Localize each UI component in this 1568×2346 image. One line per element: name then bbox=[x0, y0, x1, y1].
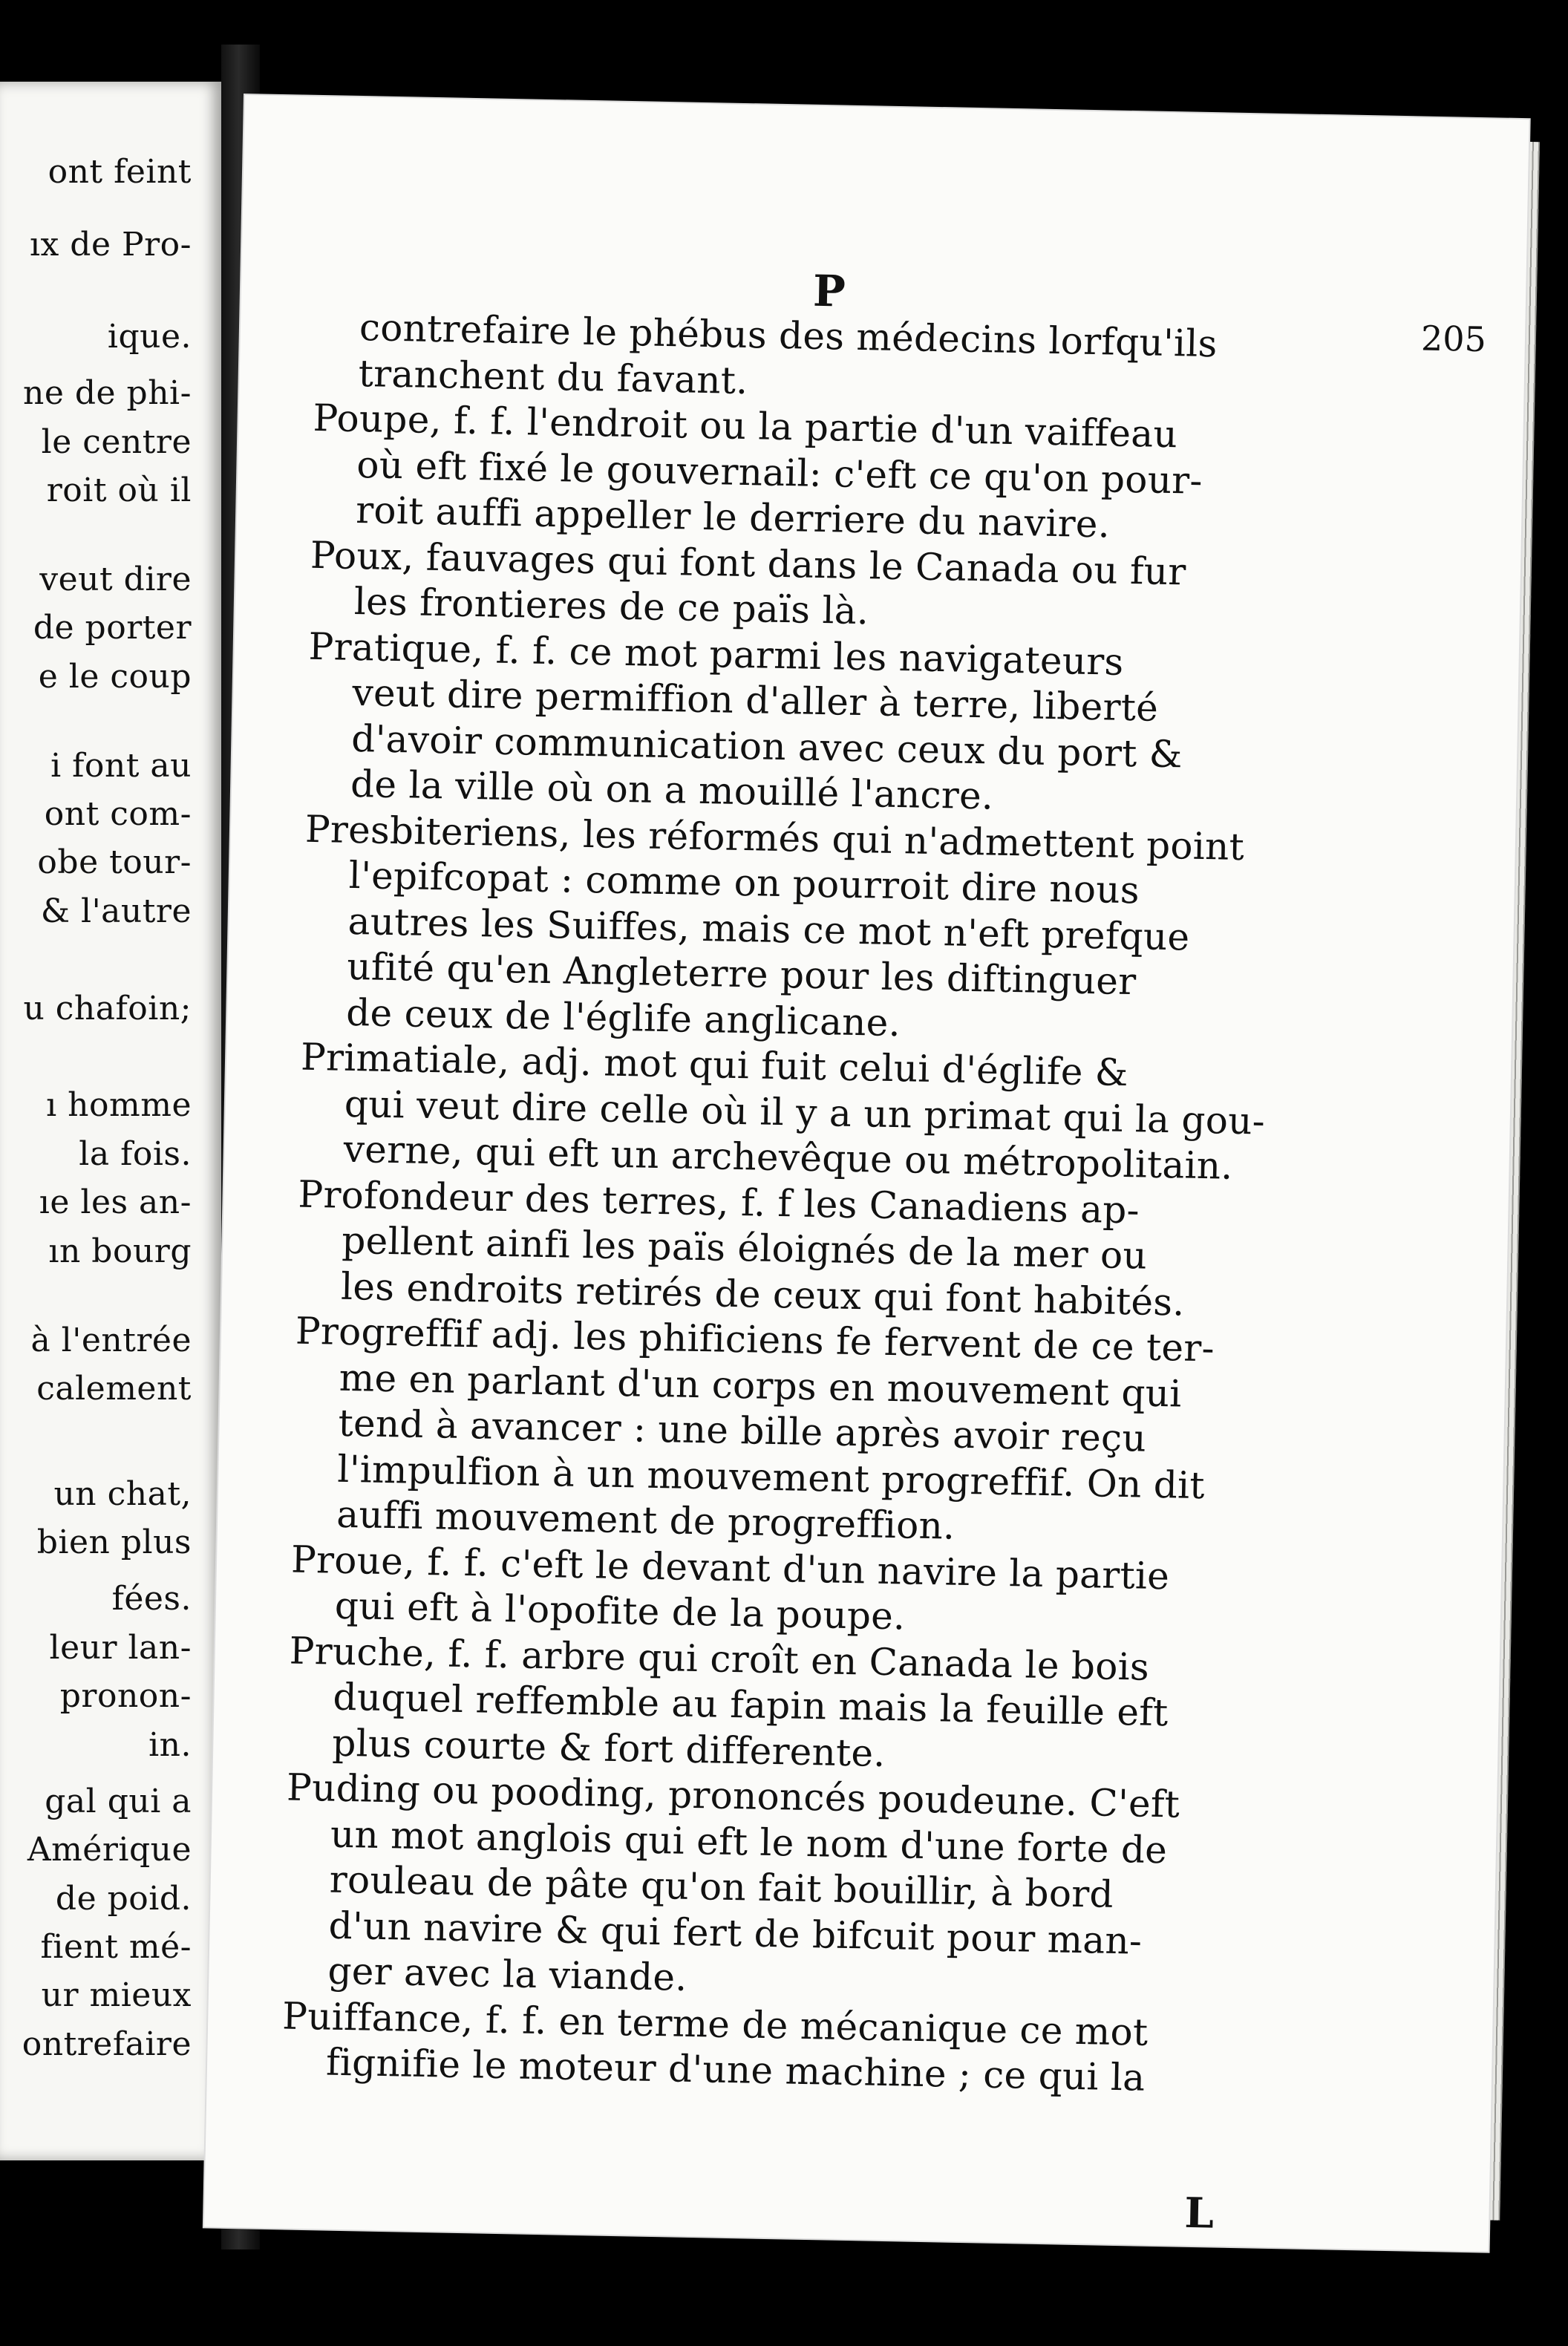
glossary-entry bbox=[292, 1309, 1469, 1560]
left-page-line: fient mé- bbox=[40, 1928, 192, 1966]
glossary-entry bbox=[287, 1628, 1463, 1788]
entry-headword-line: Pratique, f. f. ce mot parmi les navigateurs bbox=[308, 624, 1125, 684]
entry-line: plus courte & fort differente. bbox=[331, 1721, 886, 1775]
left-page-line: un chat, bbox=[53, 1474, 192, 1513]
left-page-line: ique. bbox=[107, 317, 192, 356]
left-page-line: ın bourg bbox=[48, 1232, 192, 1270]
entry-line: ufité qu'en Angleterre pour les diftinguer bbox=[346, 944, 1137, 1004]
left-page-line: le centre bbox=[41, 422, 192, 461]
left-page-line: ont feint bbox=[48, 152, 192, 191]
entry-line: ger avec la viande. bbox=[327, 1949, 688, 1999]
entry-headword-line: Primatiale, adj. mot qui fuit celui d'églife & bbox=[300, 1035, 1129, 1095]
left-page-line: u chafoin; bbox=[23, 989, 192, 1027]
entry-headword-line: Puding ou pooding, prononcés poudeune. C'eft bbox=[286, 1765, 1180, 1826]
left-page-line: ı homme bbox=[46, 1086, 192, 1125]
entry-line: veut dire permiffion d'aller à terre, liberté bbox=[352, 670, 1159, 730]
entry-line: qui eft à l'opofite de la poupe. bbox=[334, 1584, 906, 1638]
left-page-line: de poid. bbox=[55, 1879, 192, 1918]
left-page-line: à l'entrée bbox=[30, 1321, 192, 1359]
left-page-line: leur lan- bbox=[49, 1628, 192, 1667]
entry-line: l'impulfion à un mouvement progreffif. On dit bbox=[336, 1447, 1206, 1507]
entry-line: fignifie le moteur d'une machine ; ce qui la bbox=[325, 2040, 1146, 2100]
left-page-line: gal qui a bbox=[45, 1782, 192, 1820]
entry-line: verne, qui eft un archevêque ou métropolitain. bbox=[343, 1127, 1234, 1188]
entry-line: rouleau de pâte qu'on fait bouillir, à bord bbox=[329, 1857, 1114, 1916]
left-page-line: i font au bbox=[50, 746, 192, 785]
entry-line: tranchent du favant. bbox=[358, 351, 748, 402]
glossary-entries bbox=[281, 304, 1489, 2107]
entry-headword-line: Pruche, f. f. arbre qui croît en Canada le bois bbox=[289, 1629, 1150, 1689]
signature-mark: L bbox=[1183, 2188, 1215, 2238]
left-page-line: ne de phi- bbox=[23, 374, 192, 413]
left-page-line: la fois. bbox=[79, 1134, 192, 1173]
entry-line: où eft fixé le gouvernail: c'eft ce qu'on pour- bbox=[356, 442, 1203, 503]
entry-line: tend à avancer : une bille après avoir reçu bbox=[338, 1401, 1147, 1460]
entry-line: autres les Suiffes, mais ce mot n'eft prefque bbox=[347, 899, 1190, 959]
entry-line: les endroits retirés de ceux qui font habités. bbox=[340, 1264, 1186, 1324]
entry-line: pellent ainfi les païs éloignés de la mer ou bbox=[341, 1218, 1148, 1278]
glossary-entry bbox=[311, 396, 1486, 555]
entry-headword-line: Poux, fauvages qui font dans le Canada ou fur bbox=[310, 533, 1187, 593]
left-page-line: e le coup bbox=[38, 657, 192, 696]
entry-headword-line: Poupe, f. f. l'endroit ou la partie d'un vaiffeau bbox=[313, 396, 1178, 457]
left-page-line: calement bbox=[36, 1369, 192, 1408]
page-number: 205 bbox=[1420, 318, 1487, 360]
page-205 bbox=[204, 95, 1529, 2252]
glossary-entry bbox=[283, 1765, 1460, 2016]
entry-headword-line: Puiffance, f. f. en terme de mécanique ce mot bbox=[281, 1993, 1149, 2054]
glossary-entry bbox=[298, 1035, 1474, 1195]
entry-line: d'un navire & qui fert de bifcuit pour man- bbox=[328, 1904, 1143, 1963]
left-page-line: pronon- bbox=[59, 1677, 192, 1716]
left-page-line: ıx de Pro- bbox=[29, 225, 192, 264]
left-page-line: Amérique bbox=[27, 1831, 192, 1869]
glossary-entry bbox=[306, 624, 1482, 829]
entry-line: contrefaire le phébus des médecins lorfqu'ils bbox=[359, 306, 1218, 366]
entry-headword-line: Proue, f. f. c'eft le devant d'un navire la partie bbox=[290, 1538, 1170, 1598]
left-page-line: ont com- bbox=[44, 795, 192, 833]
left-page-line: fées. bbox=[111, 1580, 192, 1618]
left-page-line: in. bbox=[148, 1725, 192, 1764]
entry-headword-line: Presbiteriens, les réformés qui n'admettent point bbox=[304, 807, 1245, 869]
entry-line: me en parlant d'un corps en mouvement qui bbox=[339, 1356, 1183, 1416]
running-head: P bbox=[812, 265, 846, 317]
left-page-line: ontrefaire bbox=[22, 2025, 192, 2063]
entry-line: de la ville où on a mouillé l'ancre. bbox=[350, 762, 994, 818]
entry-line: d'avoir communication avec ceux du port & bbox=[350, 716, 1183, 776]
left-page-line: roit où il bbox=[46, 471, 192, 509]
entry-headword-line: Profondeur des terres, f. f les Canadiens ap- bbox=[298, 1172, 1140, 1232]
left-page-line: bien plus bbox=[36, 1523, 192, 1561]
left-page-line: veut dire bbox=[39, 560, 192, 598]
left-page-line: obe tour- bbox=[37, 843, 192, 882]
entry-line: un mot anglois qui eft le nom d'une forte de bbox=[330, 1812, 1168, 1872]
entry-line: qui veut dire celle où il y a un primat qui la gou- bbox=[344, 1082, 1266, 1143]
entry-line: roit auffi appeller le derriere du navire. bbox=[355, 488, 1111, 546]
left-page-line: de porter bbox=[33, 609, 192, 647]
entry-line: duquel reffemble au fapin mais la feuille eft bbox=[333, 1675, 1169, 1735]
entry-line: de ceux de l'églife anglicane. bbox=[345, 990, 901, 1045]
left-page-line: ur mieux bbox=[41, 1976, 192, 2015]
entry-headword-line: Progreffif adj. les phificiens fe fervent de ce ter- bbox=[295, 1309, 1215, 1370]
previous-page-fragment bbox=[0, 82, 221, 2160]
entry-line: l'epifcopat : comme on pourroit dire nous bbox=[348, 853, 1140, 912]
left-page-line: ıe les an- bbox=[39, 1183, 192, 1222]
entry-line: auffi mouvement de progreffion. bbox=[336, 1492, 956, 1548]
left-page-line: & l'autre bbox=[40, 892, 192, 930]
entry-line: les frontieres de ce païs là. bbox=[353, 579, 869, 633]
glossary-entry bbox=[301, 806, 1479, 1057]
glossary-entry bbox=[296, 1172, 1471, 1331]
